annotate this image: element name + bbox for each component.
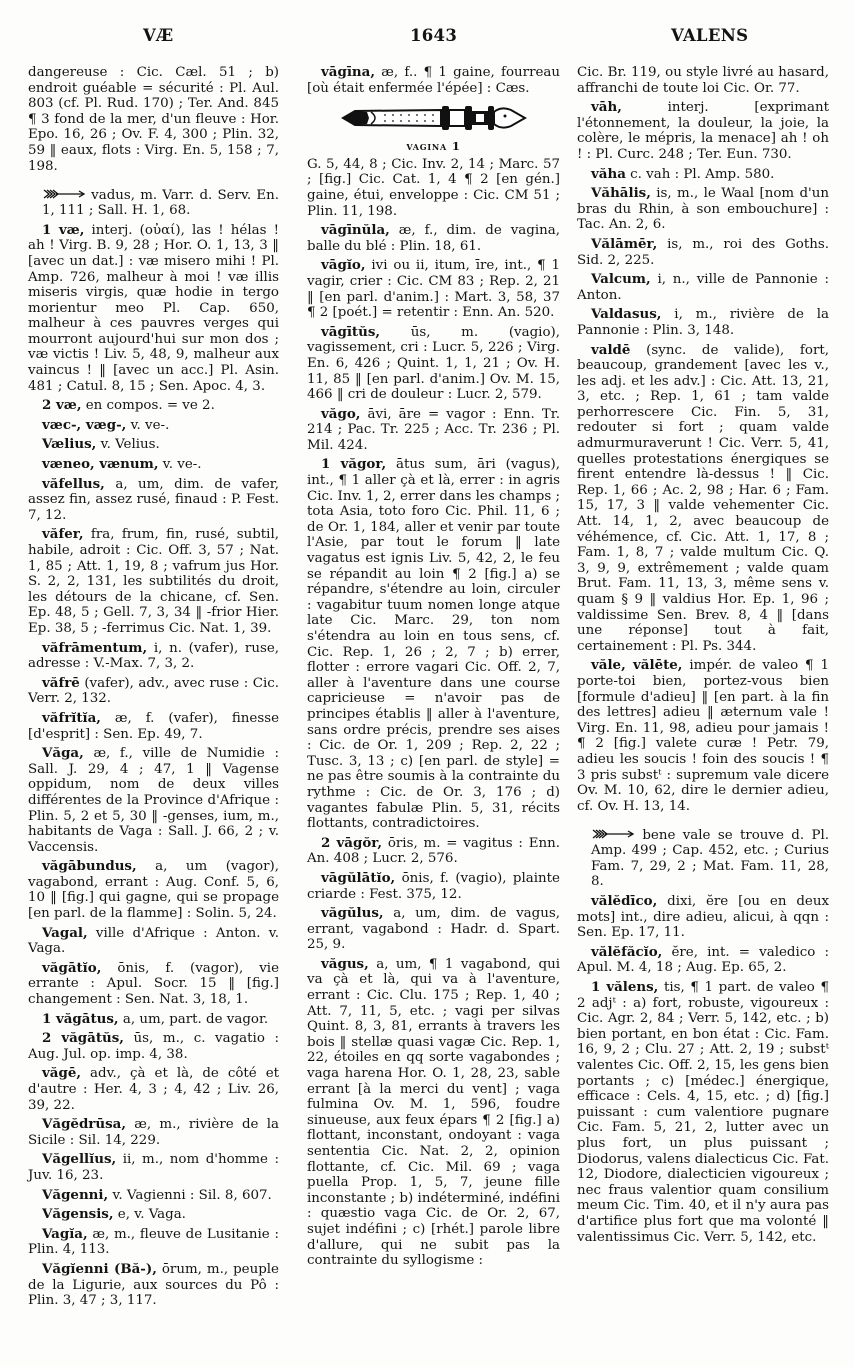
entry-headword: văgābundus, [42,858,137,875]
entry-definition: tis, ¶ 1 part. de valeo ¶ 2 adjᵗ : a) fort, robuste, vigoureux : Cic. Agr. 2, 84 ; Verr. 5, 142, etc. ; b) bien portant, en bon état : Cic. Fam. 16, 9, 2 ; Clu. 27 ; Att. 2, 19 ; substᵗ valentes Cic. Off. 2, 15, les gens bien portants ; c) [médec.] énergique, efficace : Cels. 4, 15, etc. ; d) [fig.] puissant : cum valentiore pugnare Cic. Fam. 5, 21, 2, lutter avec un plus fort, un plus puissant ; Diodorus, valens dialecticus Cic. Fat. 12, Diodore, dialecticien vigoureux ; nec fraus valentior quam consilium meum Cic. Tim. 40, et il n'y aura pas d'artifice plus fort que ma volonté ‖ valentissimus Cic. Verr. 5, 142, etc. [577,980,829,1245]
dictionary-entry [28,641,279,672]
note-text: vadus, m. Varr. d. Serv. En. 1, 111 ; Sall. H. 1, 68. [42,187,279,219]
entry-headword: Văga, [42,745,84,762]
dictionary-entry [28,1031,279,1062]
entry-definition: G. 5, 44, 8 ; Cic. Inv. 2, 14 ; Marc. 57 ; [fig.] Cic. Cat. 1, 4 ¶ 2 [en gén.] gaine, étui, enveloppe : Cic. CM 51 ; Plin. 11, 198. [307,156,560,219]
dictionary-entry [307,906,560,953]
column-left [28,65,279,1313]
entry-definition: en compos. = ve 2. [85,398,215,414]
dictionary-entry [577,307,829,338]
dictionary-entry [28,527,279,636]
entry-continuation [577,65,829,96]
middle-top-entries [307,65,560,96]
entry-definition: ōris, m. = vagitus : Enn. An. 408 ; Lucr. 2, 576. [307,835,560,867]
entry-headword: văfrĭtĭa, [42,709,101,726]
dictionary-entry [577,167,829,183]
dictionary-entry [28,418,279,434]
entry-definition: is, m., roi des Goths. Sid. 2, 225. [577,236,829,268]
entry-headword: vāgītŭs, [321,323,381,340]
entry-definition: ōnis, f. (vagor), vie errante : Apul. Socr. 15 ‖ [fig.] changement : Sen. Nat. 3, 18, 1. [28,960,279,1008]
dictionary-entry [28,859,279,921]
note-text: bene vale se trouve d. Pl. Amp. 499 ; Cap. 452, etc. ; Curius Fam. 7, 29, 2 ; Mat. Fam. 11, 28, 8. [591,827,829,890]
entry-definition: ivi ou ii, itum, īre, int., ¶ 1 vagir, crier : Cic. CM 83 ; Rep. 2, 21 ‖ [en parl. d'anim.] : Mart. 3, 58, 37 ¶ 2 [poét.] = retentir : Enn. An. 520. [307,258,560,321]
dictionary-entry [577,186,829,233]
entry-headword: Vælius, [42,436,97,453]
entry-headword: 2 vāgŏr, [321,834,383,851]
entry-headword: vāgŭlātĭo, [321,869,396,886]
entry-headword: Văgensis, [42,1206,114,1223]
figure-vagina [307,100,560,155]
entry-headword: văgus, [321,955,369,972]
dictionary-entry [28,223,279,395]
dictionary-entry [28,477,279,524]
entry-definition: æ, f. (vafer), finesse [d'esprit] : Sen. Ep. 49, 7. [28,710,279,742]
entry-continuation [307,157,560,219]
dictionary-entry [28,961,279,1008]
dictionary-entry [28,1152,279,1183]
dictionary-entry [28,1188,279,1204]
dictionary-entry [577,894,829,941]
entry-definition: interj. [exprimant l'étonnement, la douleur, la joie, la colère, le mépris, la menace] ah ! oh ! : Pl. Curc. 248 ; Ter. Eun. 730. [577,100,829,162]
entry-definition: a, um, part. de vagor. [122,1011,269,1027]
entry-definition: (sync. de valide), fort, beaucoup, grandement [avec les v., les adj. et les adv.] : Cic. Att. 13, 21, 3, etc. ; Rep. 1, 61 ; tam valde perhorrescere Cic. Fin. 5, 31, redouter si fort ; quam valde admurmuraverunt ! Cic. Verr. 5, 41, quelles protestations énergiques se firent entendre là-dessus ! ‖ Cic. Rep. 1, 66 ; Ac. 2, 98 ; Har. 6 ; Fam. 15, 17, 3 ‖ valde vehementer Cic. Att. 14, 1, 2, avec beaucoup de véhémence, cf. Cic. Att. 1, 17, 8 ; Fam. 1, 8, 7 ; valde multum Cic. Q. 3, 9, 9, extrêmement ; valde quam Brut. Fam. 11, 13, 3, même sens v. quam § 9 ‖ valdius Hor. Ep. 1, 96 ; valdissime Sen. Brev. 8, 4 ‖ [dans une réponse] tout à fait, certainement : Pl. Ps. 344. [577,342,829,654]
dictionary-entry [307,457,560,831]
entry-definition: ōnis, f. (vagio), plainte criarde : Fest. 375, 12. [307,870,560,902]
entry-definition: ūs, m., c. vagatio : Aug. Jul. op. imp. 4, 38. [28,1031,279,1062]
entry-headword: Văgenni, [42,1186,109,1203]
see-also-arrow-icon [42,188,86,198]
entry-headword: væneo, vænum, [42,456,159,473]
entry-headword: vāgīnŭla, [321,222,390,239]
dictionary-entry [577,343,829,655]
entry-headword: văfrāmentum, [42,639,148,656]
entry-definition: ville d'Afrique : Anton. v. Vaga. [28,925,279,957]
dictionary-entry [577,272,829,303]
dictionary-entry [307,258,560,320]
entry-headword: vāh, [591,99,622,116]
entry-headword: văha [591,165,626,182]
entry-definition: æ, m., rivière de la Sicile : Sil. 14, 229. [28,1117,280,1148]
see-also-note [28,188,279,219]
dictionary-entry [28,1117,279,1148]
entry-definition: æ, f., ville de Numidie : Sall. J. 29, 4 ; 47, 1 ‖ Vagense oppidum, nom de deux villes différentes de la Province d'Afrique : Plin. 5, 2 et 5, 30 ‖ -genses, ium, m., habitants de Vaga : Sall. J. 66, 2 ; v. Vaccensis. [28,746,279,855]
entry-headword: vălĕfăcĭo, [591,943,663,960]
dictionary-entry [577,980,829,1245]
entry-definition: æ, f.. ¶ 1 gaine, fourreau [où était enfermée l'épée] : Cæs. [307,65,560,96]
dictionary-entry [577,945,829,976]
dictionary-entry [307,407,560,454]
entry-headword: Valcum, [591,271,651,288]
dictionary-entry [307,65,560,96]
see-also-note [577,828,829,890]
entry-definition: (vafer), adv., avec ruse : Cic. Verr. 2, 132. [28,675,279,707]
entry-definition: fra, frum, fin, rusé, subtil, habile, adroit : Cic. Off. 3, 57 ; Nat. 1, 85 ; Att. 1, 19, 8 ; vafrum jus Hor. S. 2, 2, 131, les subtilités du droit, les détours de la chicane, cf. Sen. Ep. 48, 5 ; Gell. 7, 3, 34 ‖ -frior Hier. Ep. 38, 5 ; -ferrimus Cic. Nat. 1, 39. [28,527,279,636]
entry-definition: æ, m., fleuve de Lusitanie : Plin. 4, 113. [28,1226,279,1258]
running-head-right: VALENS [671,26,749,45]
dictionary-entry [28,457,279,473]
dictionary-entry [28,398,279,414]
entry-headword: valdē [591,341,631,358]
dictionary-entry [307,325,560,403]
entry-headword: văle, vălēte, [591,657,683,674]
entry-headword: væc-, væg-, [42,416,127,433]
dictionary-entry [307,957,560,1269]
entry-headword: 1 văgātus, [42,1010,119,1027]
dictionary-entry [307,223,560,254]
dictionary-entry [307,871,560,902]
entry-definition: v. Velius. [100,437,160,453]
entry-definition: ūs, m. (vagio), vagissement, cri : Lucr. 5, 226 ; Virg. En. 6, 426 ; Quint. 1, 1, 21 ; Ov. H. 11, 85 ‖ [en parl. d'anim.] Ov. M. 15, 466 ‖ cri de douleur : Lucr. 2, 579. [307,324,560,403]
entry-definition: ōrum, m., peuple de la Ligurie, aux sources du Pô : Plin. 3, 47 ; 3, 117. [28,1261,279,1309]
dictionary-entry [307,836,560,867]
entry-definition: Cic. Br. 119, ou style livré au hasard, affranchi de toute loi Cic. Or. 77. [577,65,829,96]
entry-definition: a, um, ¶ 1 vagabond, qui va çà et là, qui va à l'aventure, errant : Cic. Clu. 175 ; Rep. 1, 40 ; Att. 7, 11, 5, etc. ; vagi per silvas Quint. 8, 3, 81, errants à travers les bois ‖ stellæ quasi vagæ Cic. Rep. 1, 22, étoiles en qq sorte vagabondes ; vaga harena Hor. O. 1, 28, 23, sable errant [à la merci du vent] ; vaga fulmina Ov. M. 1, 596, foudre sinueuse, aux feux épars ¶ 2 [fig.] a) flottant, inconstant, ondoyant : vaga sententia Cic. Nat. 2, 2, opinion flottante, cf. Cic. Mil. 69 ; vaga puella Prop. 1, 5, 7, jeune fille inconstante ; b) indéterminé, indéfini : quæstio vaga Cic. de Or. 2, 67, sujet indéfini ; c) [rhét.] parole libre d'allure, qui ne subit pas la contrainte du syllogisme : [307,956,560,1269]
middle-entries [307,157,560,1269]
entry-headword: văgŭlus, [321,905,384,922]
entry-definition: v. Vagienni : Sil. 8, 607. [112,1187,272,1203]
entry-definition: æ, f., dim. de vagina, balle du blé : Plin. 18, 61. [307,223,561,254]
entry-definition: dangereuse : Cic. Cæl. 51 ; b) endroit guéable = sécurité : Pl. Aul. 803 (cf. Pl. Rud. 170) ; Ter. And. 845 ¶ 3 fond de la mer, d'un fleuve : Hor. Epo. 16, 26 ; Ov. F. 4, 300 ; Plin. 32, 59 ‖ eaux, flots : Virg. En. 5, 158 ; 7, 198. [28,65,279,174]
entry-definition: c. vah : Pl. Amp. 580. [630,166,775,182]
column-middle [307,65,560,1273]
dictionary-entry [28,746,279,855]
entry-definition: impér. de valeo ¶ 1 porte-toi bien, portez-vous bien [formule d'adieu] ‖ [en part. à la fin des lettres] adieu ‖ æternum vale ! Virg. En. 11, 98, adieu pour jamais ! ¶ 2 [fig.] valete curæ ! Petr. 79, adieu les soucis ! foin des soucis ! ¶ 3 pris substᵗ : supremum vale dicere Ov. M. 10, 62, dire le dernier adieu, cf. Ov. H. 13, 14. [577,658,829,814]
entry-headword: Vălāmēr, [591,235,658,252]
entry-definition: āvi, āre = vagor : Enn. Tr. 214 ; Pac. Tr. 225 ; Acc. Tr. 236 ; Pl. Mil. 424. [307,406,560,453]
dictionary-entry [28,1262,279,1309]
entry-definition: i, n. (vafer), ruse, adresse : V.-Max. 7, 3, 2. [28,640,279,672]
entry-definition: ĕre, int. = valedico : Apul. M. 4, 18 ; Aug. Ep. 65, 2. [577,944,829,976]
entry-headword: 2 văgātŭs, [42,1030,124,1047]
entry-headword: văgātĭo, [42,959,102,976]
entry-definition: i, n., ville de Pannonie : Anton. [577,272,829,303]
entry-definition: adv., çà et là, de côté et d'autre : Her. 4, 3 ; 4, 42 ; Liv. 26, 39, 22. [28,1066,279,1113]
dictionary-entry [28,1066,279,1113]
entry-headword: vāgīna, [321,64,375,80]
entry-headword: 1 vălens, [591,979,659,996]
entry-headword: 1 væ, [42,221,85,238]
entry-headword: Vagal, [42,924,88,941]
entry-headword: văfer, [42,526,84,543]
entry-headword: 2 væ, [42,397,82,414]
entry-definition: v. ve-. [130,417,170,433]
entry-definition: e, v. Vaga. [117,1207,186,1223]
dictionary-entry [577,100,829,162]
entry-headword: vāgĭo, [321,257,366,274]
dictionary-entry [28,437,279,453]
dictionary-entry [28,1012,279,1028]
entry-headword: văgē, [42,1065,82,1082]
dictionary-entry [28,676,279,707]
scabbard-illustration-icon [341,100,527,136]
entry-definition: is, m., le Waal [nom d'un bras du Rhin, à son embouchure] : Tac. An. 2, 6. [577,186,829,233]
entry-definition: v. ve-. [162,457,202,473]
entry-definition: i, m., rivière de la Pannonie : Plin. 3, 148. [577,307,829,338]
entry-headword: Văgellĭus, [42,1151,117,1168]
see-also-arrow-icon [591,828,635,838]
running-head-left: VÆ [143,26,174,45]
entry-definition: interj. (οὐαί), las ! hélas ! ah ! Virg. B. 9, 28 ; Hor. O. 1, 13, 3 ‖ [avec un dat.] : væ misero mihi ! Pl. Amp. 726, malheur à moi ! væ illis miseris virgis, quæ hodie in tergo morientur meo Pl. Cap. 650, malheur à ces pauvres verges qui mourront aujourd'hui sur mon dos ; væ victis ! Liv. 5, 48, 9, malheur aux vaincus ! ‖ [avec un acc.] Pl. Asin. 481 ; Catul. 8, 15 ; Sen. Apoc. 4, 3. [28,222,279,394]
entry-definition: ii, m., nom d'homme : Juv. 16, 23. [28,1152,279,1183]
entry-headword: Văgĭenni (Bă-), [42,1260,157,1277]
entry-definition: a, um, dim. de vafer, assez fin, assez rusé, finaud : P. Fest. 7, 12. [28,476,279,523]
dictionary-entry [28,1227,279,1258]
entry-headword: văfrē [42,674,80,691]
dictionary-entry [28,1207,279,1223]
entry-definition: a, um (vagor), vagabond, errant : Aug. Conf. 5, 6, 10 ‖ [fig.] qui gagne, qui se propage [en parl. de la flamme] : Solin. 5, 24. [28,859,279,922]
entry-headword: Văgĕdrūsa, [42,1116,126,1133]
entry-headword: Văhālis, [591,185,651,202]
dictionary-entry [577,658,829,814]
dictionary-entry [577,237,829,268]
entry-headword: Valdasus, [591,306,662,323]
entry-headword: Vagĭa, [42,1225,88,1242]
dictionary-entry [28,711,279,742]
column-right [577,65,829,1249]
entry-headword: văgo, [321,405,361,422]
entry-definition: ātus sum, āri (vagus), int., ¶ 1 aller çà et là, errer : in agris Cic. Inv. 1, 2, errer dans les champs ; tota Asia, toto foro Cic. Phil. 11, 6 ; de Or. 1, 184, aller et venir par toute l'Asie, par tout le forum ‖ late vagatus est ignis Liv. 5, 42, 2, le feu se répandit au loin ¶ 2 [fig.] a) se répandre, s'étendre au loin, circuler : vagabitur tuum nomen longe atque late Cic. Marc. 29, ton nom s'étendra au loin en tous sens, cf. Cic. Rep. 1, 26 ; 2, 7 ; b) errer, flotter : errore vagari Cic. Off. 2, 7, aller à l'aventure dans une course capricieuse = n'avoir pas de principes établis ‖ aller à l'aventure, sans ordre précis, prendre ses aises : Cic. de Or. 1, 209 ; Rep. 2, 22 ; Tusc. 3, 13 ; c) [en parl. de style] = ne pas être soumis à la contrainte du rythme : Cic. de Or. 3, 176 ; d) vagantes fabulæ Plin. 5, 31, récits flottants, contradictoires. [307,457,560,832]
entry-definition: a, um, dim. de vagus, errant, vagabond : Hadr. d. Spart. 25, 9. [307,906,560,953]
entry-headword: vălĕdīco, [591,893,658,910]
entry-continuation [28,65,279,174]
entry-headword: 1 văgor, [321,456,387,473]
figure-caption: vagina 1 [406,139,461,154]
entry-headword: văfellus, [42,475,105,492]
entry-definition: dixi, ĕre [ou en deux mots] int., dire adieu, alicui, à qqn : Sen. Ep. 17, 11. [577,894,829,941]
dictionary-entry [28,926,279,957]
page-number: 1643 [410,26,458,45]
